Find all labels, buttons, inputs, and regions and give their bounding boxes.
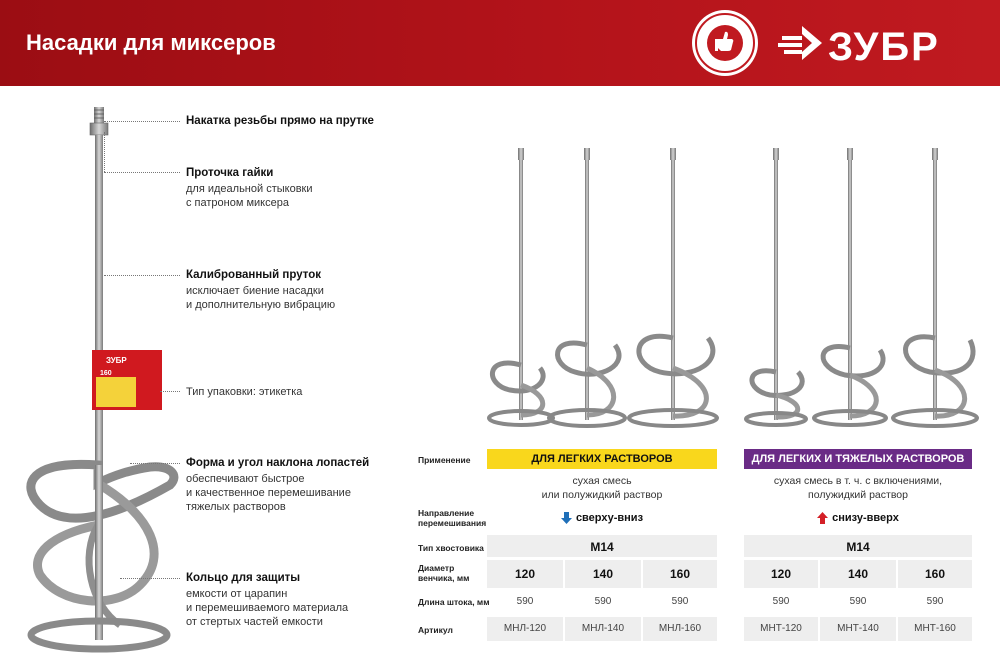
length-mnt-160: 590 [926,596,944,607]
mixer-illustration-large [20,105,180,660]
callout-desc-nut-1: для идеальной стыковки [186,183,313,195]
mixer-mnl-120 [489,148,553,425]
callout-desc-rod-2: и дополнительную вибрацию [186,299,336,311]
callout-line-2a [104,132,105,172]
callout-desc-ring-1: емкости от царапин [186,588,288,600]
callout-title-nut: Проточка гайки [186,167,274,179]
callout-desc-ring-3: от стертых частей емкости [186,616,323,628]
row-label-article: Артикул [418,625,453,635]
callout-title-thread: Накатка резьбы прямо на прутке [186,115,374,127]
arrow-down-icon [561,512,572,524]
article-mnt-140: МНТ-140 [837,623,879,634]
direction-heavy-label: снизу-вверх [832,512,899,524]
length-mnl-160: 590 [671,596,689,607]
shank-light: M14 [590,540,614,554]
callout-line-5 [130,463,180,464]
diameter-mnt-120: 120 [770,567,792,581]
diameter-mnl-160: 160 [669,567,691,581]
label-size: 160 [100,370,112,377]
mixer-mnl-160 [629,148,717,426]
callout-desc-rod-1: исключает биение насадки [186,285,324,297]
direction-light-label: сверху-вниз [575,512,644,524]
mixer-mnt-120 [746,148,806,425]
zubr-logo [778,18,974,68]
desc-light-1: сухая смесь [572,475,632,487]
callout-title-rod: Калиброванный пруток [186,269,321,281]
row-label-diameter: Диаметр венчика, мм [418,563,470,583]
mixer-mnt-140 [814,148,886,425]
row-label-shank: Тип хвостовика [418,543,484,553]
callout-line-2 [104,172,180,173]
row-label-length: Длина штока, мм [418,597,490,607]
label-brand: ЗУБР [106,356,127,365]
callout-line-4 [160,391,180,392]
desc-light-2: или полужидкий раствор [541,489,663,501]
article-mnt-160: МНТ-160 [914,623,956,634]
length-mnt-120: 590 [772,596,790,607]
shank-heavy: M14 [846,540,870,554]
callout-desc-nut-2: с патроном миксера [186,197,289,209]
header-banner [0,0,1000,86]
desc-heavy-1: сухая смесь в т. ч. с включениями, [773,475,943,487]
diameter-mnl-140: 140 [592,567,614,581]
page-title: Насадки для миксеров [26,30,276,55]
direction-heavy [744,512,972,524]
callout-desc-blades-3: тяжелых растворов [186,501,286,513]
best-brand-badge-icon [690,8,760,78]
desc-heavy-2: полужидкий раствор [808,489,908,501]
callout-line-1 [104,121,180,122]
desc-heavy [744,474,972,502]
mixer-mnl-140 [549,148,625,426]
callout-desc-ring-2: и перемешиваемого материала [186,602,349,614]
row-label-direction: Направление перемешивания [418,508,487,528]
length-mnt-140: 590 [849,596,867,607]
brand-wordmark: ЗУБР [828,25,940,68]
length-mnl-120: 590 [516,596,534,607]
article-mnl-120: МНЛ-120 [503,623,547,634]
desc-light [487,474,717,502]
callout-packaging: Тип упаковки: этикетка [186,386,303,398]
callout-title-ring: Кольцо для защиты [186,572,301,584]
tag-light-solutions: ДЛЯ ЛЕГКИХ РАСТВОРОВ [487,449,717,469]
article-mnl-140: МНЛ-140 [581,623,625,634]
diameter-mnl-120: 120 [514,567,536,581]
mixer-product-row [480,140,980,430]
tag-light-heavy-solutions: ДЛЯ ЛЕГКИХ И ТЯЖЕЛЫХ РАСТВОРОВ [744,449,972,469]
callout-title-blades: Форма и угол наклона лопастей [186,457,370,469]
callout-desc-blades-1: обеспечивают быстрое [186,473,305,485]
diameter-mnt-140: 140 [847,567,869,581]
row-label-application: Применение [418,455,471,465]
arrow-up-icon [817,512,828,524]
article-mnt-120: МНТ-120 [760,623,802,634]
callout-line-3 [104,275,180,276]
callout-desc-blades-2: и качественное перемешивание [186,487,351,499]
article-mnl-160: МНЛ-160 [658,623,702,634]
diameter-mnt-160: 160 [924,567,946,581]
mixer-mnt-160 [893,148,977,426]
direction-light [487,512,717,524]
length-mnl-140: 590 [594,596,612,607]
callout-line-6 [120,578,180,579]
